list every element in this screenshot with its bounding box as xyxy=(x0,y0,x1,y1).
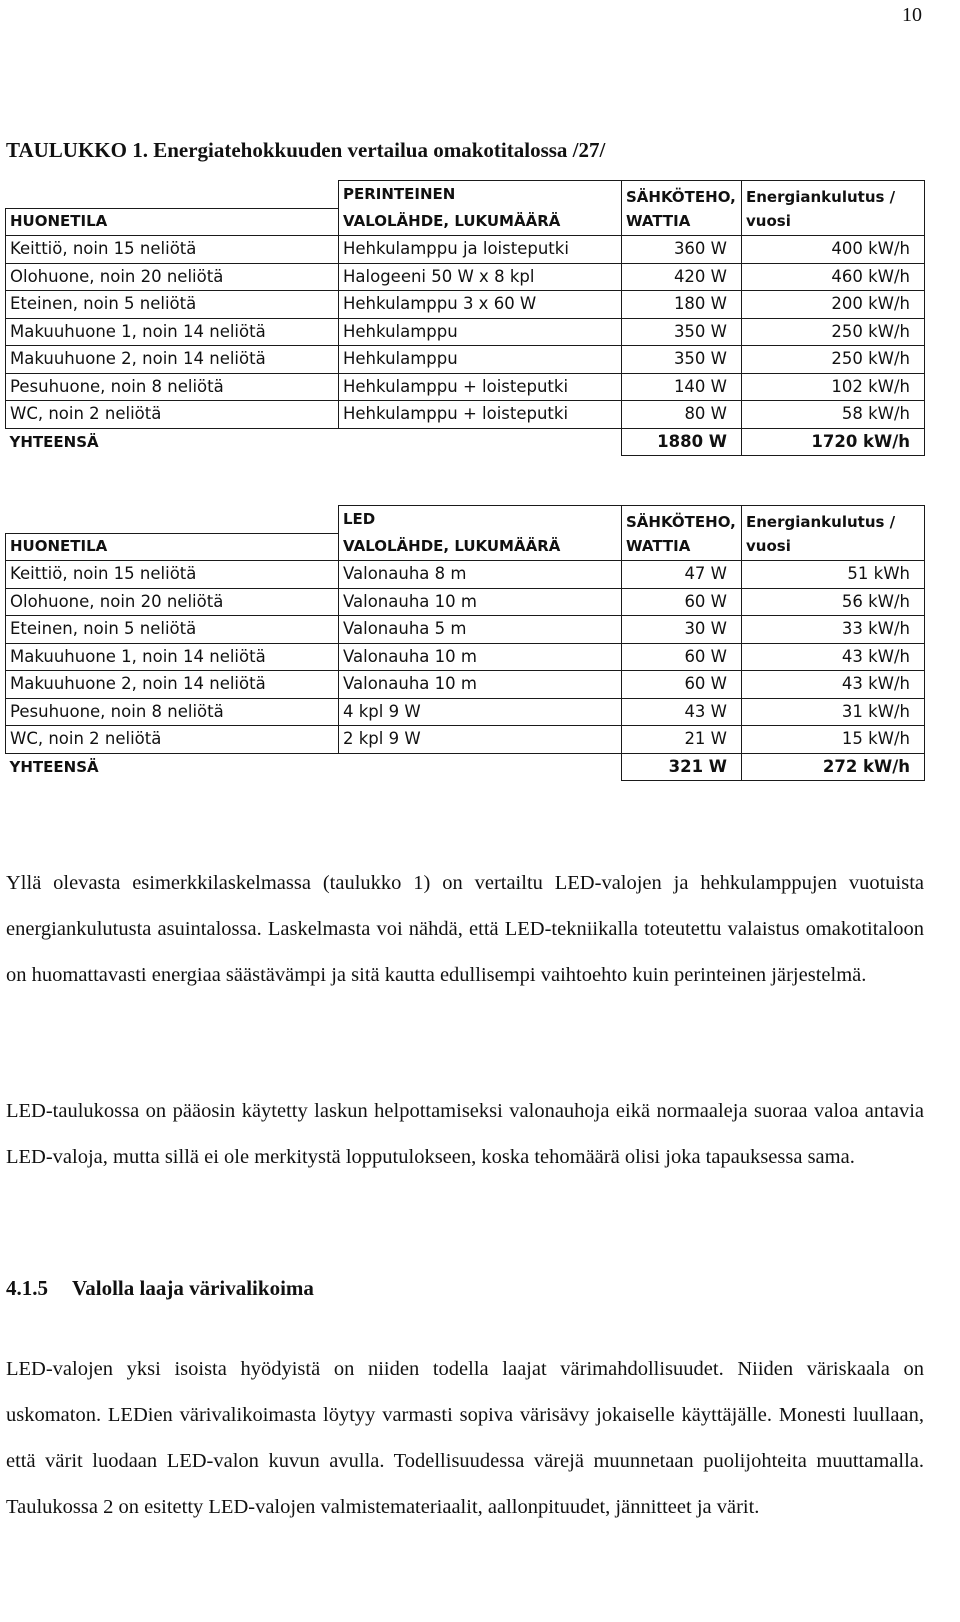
energy-cell: 58 kW/h xyxy=(742,401,925,429)
empty-cell xyxy=(339,753,622,781)
empty-cell xyxy=(6,506,339,534)
room-cell: Pesuhuone, noin 8 neliötä xyxy=(6,698,339,726)
energy-cell: 43 kW/h xyxy=(742,671,925,699)
power-cell: 350 W xyxy=(622,318,742,346)
power-header-unit: WATTIA xyxy=(622,533,742,561)
color-range-paragraph: LED-valojen yksi isoista hyödyistä on niiden todella laajat värimahdollisuudet. Niiden väriskaala on uskomaton. LEDien värivalikoimasta löytyy varmasti sopiva värisävy jokaiselle käyttäjälle. Monesti luullaan, että värit luodaan LED-valon kuvun avulla. Todellisuudessa värejä muunnetaan puolijohteita muuttamalla. Taulukossa 2 on esitetty LED-valojen valmistemateriaalit, aallonpituudet, jännitteet ja värit. xyxy=(6,1358,924,1518)
total-label: YHTEENSÄ xyxy=(9,757,99,776)
empty-cell xyxy=(339,428,622,456)
energy-cell: 460 kW/h xyxy=(742,263,925,291)
room-cell: Makuuhuone 1, noin 14 neliötä xyxy=(6,318,339,346)
total-label: YHTEENSÄ xyxy=(9,432,99,451)
room-cell: Olohuone, noin 20 neliötä xyxy=(6,588,339,616)
section-label-row xyxy=(6,506,925,534)
table-row xyxy=(6,671,925,699)
energy-header-unit: vuosi xyxy=(742,208,925,236)
room-header: HUONETILA xyxy=(6,533,339,561)
room-cell: Eteinen, noin 5 neliötä xyxy=(6,616,339,644)
energy-cell: 31 kW/h xyxy=(742,698,925,726)
table-row xyxy=(6,698,925,726)
energy-cell: 250 kW/h xyxy=(742,318,925,346)
table-row xyxy=(6,726,925,754)
energy-cell: 43 kW/h xyxy=(742,643,925,671)
table-row xyxy=(6,236,925,264)
room-cell: Makuuhuone 2, noin 14 neliötä xyxy=(6,346,339,374)
led-table-note-paragraph: LED-taulukossa on pääosin käytetty laskun helpottamiseksi valonauhoja eikä normaaleja suoraa valoa antavia LED-valoja, mutta sillä ei ole merkitystä lopputulokseen, koska tehomäärä olisi joka tapauksessa sama. xyxy=(6,1100,924,1168)
energy-header: Energiankulutus / xyxy=(742,506,925,534)
table-row xyxy=(6,401,925,429)
room-cell: Makuuhuone 2, noin 14 neliötä xyxy=(6,671,339,699)
energy-cell: 102 kW/h xyxy=(742,373,925,401)
traditional-lighting-table xyxy=(5,180,925,456)
table-caption: TAULUKKO 1. Energiatehokkuuden vertailua omakotitalossa /27/ xyxy=(6,138,606,162)
total-row xyxy=(6,428,925,456)
power-cell: 60 W xyxy=(622,588,742,616)
total-energy: 272 kW/h xyxy=(742,753,925,781)
power-header: SÄHKÖTEHO, xyxy=(622,181,742,209)
column-header-row xyxy=(6,208,925,236)
energy-cell: 250 kW/h xyxy=(742,346,925,374)
energy-header-unit: vuosi xyxy=(742,533,925,561)
room-cell: Olohuone, noin 20 neliötä xyxy=(6,263,339,291)
section-label: PERINTEINEN xyxy=(339,181,622,209)
table-row xyxy=(6,373,925,401)
room-header: HUONETILA xyxy=(6,208,339,236)
room-cell: Makuuhuone 1, noin 14 neliötä xyxy=(6,643,339,671)
power-cell: 47 W xyxy=(622,561,742,589)
power-cell: 30 W xyxy=(622,616,742,644)
room-cell: WC, noin 2 neliötä xyxy=(6,726,339,754)
table-row xyxy=(6,346,925,374)
source-header: VALOLÄHDE, LUKUMÄÄRÄ xyxy=(339,208,622,236)
room-cell: Pesuhuone, noin 8 neliötä xyxy=(6,373,339,401)
table-row xyxy=(6,616,925,644)
power-cell: 80 W xyxy=(622,401,742,429)
source-cell: Hehkulamppu xyxy=(339,318,622,346)
source-cell: Hehkulamppu xyxy=(339,346,622,374)
table-row xyxy=(6,588,925,616)
energy-cell: 200 kW/h xyxy=(742,291,925,319)
power-cell: 21 W xyxy=(622,726,742,754)
source-cell: Halogeeni 50 W x 8 kpl xyxy=(339,263,622,291)
source-cell: Hehkulamppu 3 x 60 W xyxy=(339,291,622,319)
source-cell: Valonauha 10 m xyxy=(339,671,622,699)
power-cell: 350 W xyxy=(622,346,742,374)
power-cell: 60 W xyxy=(622,671,742,699)
energy-cell: 51 kWh xyxy=(742,561,925,589)
table-row xyxy=(6,643,925,671)
column-header-row xyxy=(6,533,925,561)
power-cell: 43 W xyxy=(622,698,742,726)
power-cell: 140 W xyxy=(622,373,742,401)
total-row xyxy=(6,753,925,781)
source-cell: Valonauha 10 m xyxy=(339,588,622,616)
section-number: 4.1.5 xyxy=(6,1276,48,1300)
source-cell: 2 kpl 9 W xyxy=(339,726,622,754)
source-cell: Valonauha 10 m xyxy=(339,643,622,671)
room-cell: Keittiö, noin 15 neliötä xyxy=(6,236,339,264)
source-cell: Hehkulamppu + loisteputki xyxy=(339,373,622,401)
source-cell: Valonauha 5 m xyxy=(339,616,622,644)
empty-cell xyxy=(6,181,339,209)
energy-cell: 33 kW/h xyxy=(742,616,925,644)
room-cell: WC, noin 2 neliötä xyxy=(6,401,339,429)
section-title: Valolla laaja värivalikoima xyxy=(72,1276,314,1300)
energy-cell: 15 kW/h xyxy=(742,726,925,754)
section-label-row xyxy=(6,181,925,209)
table-row xyxy=(6,561,925,589)
power-cell: 180 W xyxy=(622,291,742,319)
source-cell: Hehkulamppu ja loisteputki xyxy=(339,236,622,264)
table-row xyxy=(6,318,925,346)
room-cell: Keittiö, noin 15 neliötä xyxy=(6,561,339,589)
comparison-paragraph: Yllä olevasta esimerkkilaskelmassa (taulukko 1) on vertailtu LED-valojen ja hehkulamppujen vuotuista energiankulutusta asuintalossa. Laskelmasta voi nähdä, että LED-tekniikalla toteutettu valaistus omakotitaloon on huomattavasti energiaa säästävämpi ja sitä kautta edullisempi vaihtoehto kuin perinteinen järjestelmä. xyxy=(6,872,924,986)
total-power: 321 W xyxy=(622,753,742,781)
energy-cell: 400 kW/h xyxy=(742,236,925,264)
table-row xyxy=(6,291,925,319)
room-cell: Eteinen, noin 5 neliötä xyxy=(6,291,339,319)
power-header-unit: WATTIA xyxy=(622,208,742,236)
power-header: SÄHKÖTEHO, xyxy=(622,506,742,534)
source-cell: 4 kpl 9 W xyxy=(339,698,622,726)
total-energy: 1720 kW/h xyxy=(742,428,925,456)
section-label: LED xyxy=(339,506,622,534)
source-cell: Hehkulamppu + loisteputki xyxy=(339,401,622,429)
led-lighting-table xyxy=(5,505,925,781)
power-cell: 420 W xyxy=(622,263,742,291)
energy-header: Energiankulutus / xyxy=(742,181,925,209)
energy-cell: 56 kW/h xyxy=(742,588,925,616)
power-cell: 360 W xyxy=(622,236,742,264)
total-power: 1880 W xyxy=(622,428,742,456)
source-cell: Valonauha 8 m xyxy=(339,561,622,589)
table-row xyxy=(6,263,925,291)
source-header: VALOLÄHDE, LUKUMÄÄRÄ xyxy=(339,533,622,561)
page-number: 10 xyxy=(902,4,922,26)
section-heading xyxy=(6,1276,314,1301)
power-cell: 60 W xyxy=(622,643,742,671)
